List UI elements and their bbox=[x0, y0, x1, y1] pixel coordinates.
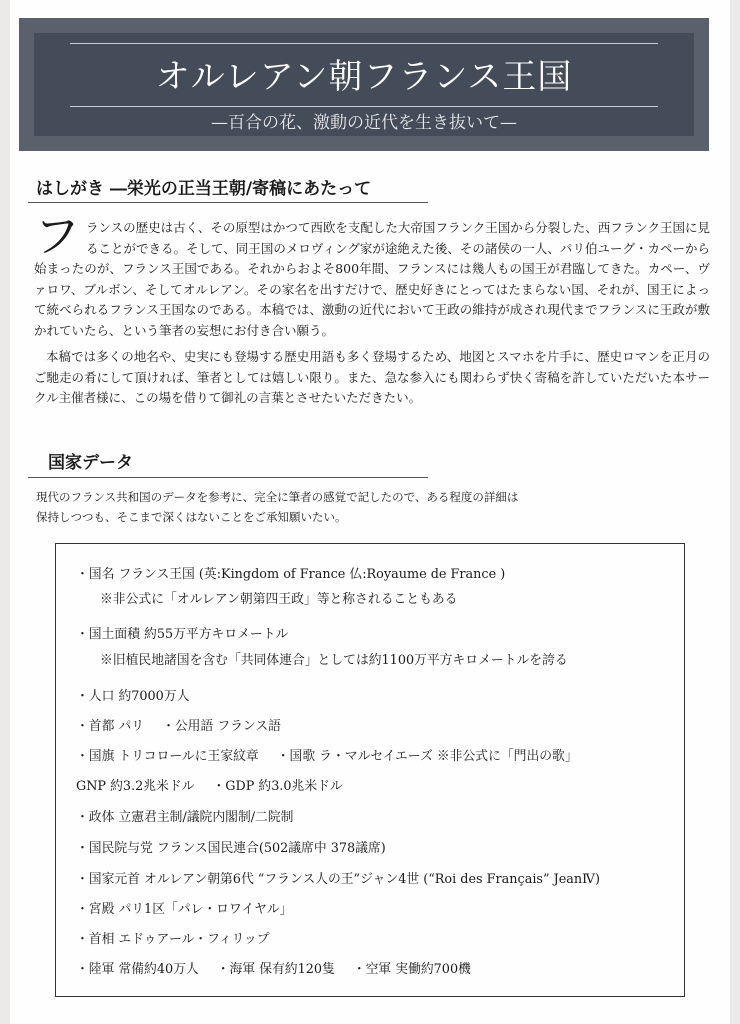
data-item-ruling-party: ・国民院与党 フランス国民連合(502議席中 378議席) bbox=[76, 841, 386, 856]
data-item-army: ・陸軍 常備約40万人 bbox=[76, 962, 199, 977]
national-data-heading-underline bbox=[28, 477, 428, 478]
title-banner bbox=[19, 18, 709, 151]
data-item-gdp: ・GDP 約3.0兆米ドル bbox=[212, 779, 343, 794]
data-item-country-name: ・国名 フランス王国 (英:Kingdom of France 仏:Royaume de France ) bbox=[76, 567, 506, 582]
national-data-intro-line2: 保持しつつも、そこまで深くはないことをご承知願いたい。 bbox=[36, 510, 347, 524]
data-item-capital-language bbox=[76, 718, 281, 736]
data-item-navy: ・海軍 保有約120隻 bbox=[216, 962, 335, 977]
preface-heading: はしがき ―栄光の正当王朝/寄稿にあたって bbox=[36, 179, 372, 199]
data-item-area: ・国土面積 約55万平方キロメートル bbox=[76, 627, 289, 642]
data-item-flag: ・国旗 トリコロールに王家紋章 bbox=[76, 749, 259, 764]
data-item-population: ・人口 約7000万人 bbox=[76, 689, 190, 704]
banner-rule-top bbox=[70, 43, 658, 44]
preface-body bbox=[34, 209, 710, 409]
data-item-area-note: ※旧植民地諸国を含む「共同体連合」としては約1100万平方キロメートルを誇る bbox=[100, 653, 568, 668]
page-subtitle: —百合の花、激動の近代を生き抜いて— bbox=[211, 113, 517, 133]
data-item-country-name-note: ※非公式に「オルレアン朝第四王政」等と称されることもある bbox=[100, 592, 458, 607]
preface-paragraph-1 bbox=[34, 209, 710, 341]
data-item-gnp: GNP 約3.2兆米ドル bbox=[76, 779, 195, 794]
banner-rule-bottom bbox=[70, 106, 658, 107]
data-item-air-force: ・空軍 実働約700機 bbox=[352, 962, 471, 977]
data-item-anthem: ・国歌 ラ・マルセイエーズ ※非公式に「門出の歌」 bbox=[276, 749, 578, 764]
data-item-language: ・公用語 フランス語 bbox=[162, 719, 281, 734]
national-data-heading: 国家データ bbox=[48, 453, 133, 473]
dropcap: フ bbox=[34, 209, 80, 263]
national-data-intro bbox=[36, 487, 716, 527]
page-title: オルレアン朝フランス王国 bbox=[155, 57, 573, 97]
data-item-government: ・政体 立憲君主制/議院内閣制/二院制 bbox=[76, 810, 294, 825]
data-item-prime-minister: ・首相 エドゥアール・フィリップ bbox=[76, 932, 270, 947]
data-item-head-of-state: ・国家元首 オルレアン朝第6代 “フランス人の王”ジャン4世 (“Roi des Français” JeanⅣ) bbox=[76, 872, 600, 887]
data-item-flag-anthem bbox=[76, 748, 578, 766]
data-item-capital: ・首都 パリ bbox=[76, 719, 145, 734]
data-item-economy bbox=[76, 778, 343, 796]
data-item-military bbox=[76, 961, 471, 979]
data-item-palace: ・宮殿 パリ1区「パレ・ロワイヤル」 bbox=[76, 902, 293, 917]
national-data-box bbox=[55, 543, 685, 997]
title-banner-inner bbox=[34, 33, 694, 136]
preface-heading-underline bbox=[28, 202, 428, 203]
preface-paragraph-1-text: ランスの歴史は古く、その原型はかつて西欧を支配した大帝国フランク王国から分裂した、西フランク王国に見ることができる。そして、同王国のメロヴィング家が途絶えた後、その諸侯の一人、パリ伯ユーグ・カペーから始まったのが、フランス王国である。それからおよそ800年間、フランスには幾人もの国王が君臨してきた。カペー、ヴァロワ、ブルボン、そしてオルレアン。その家名を出すだけで、歴史好きにとってはたまらない国、それが、国王によって統べられるフランス王国なのである。本稿では、激動の近代において王政の維持が成され現代までフランスに王政が敷かれていたら、という筆者の妄想にお付き合い願う。 bbox=[34, 220, 710, 338]
national-data-intro-line1: 現代のフランス共和国のデータを参考に、完全に筆者の感覚で記したので、ある程度の詳細は bbox=[36, 490, 519, 504]
preface-paragraph-2: 本稿では多くの地名や、史実にも登場する歴史用語も多く登場するため、地図とスマホを片手に、歴史ロマンを正月のご馳走の肴にして頂ければ、筆者としては嬉しい限り。また、急な参入にも関わらず快く寄稿を許していただいた本サークル主催者様に、この場を借りて御礼の言葉とさせたいただきたい。 bbox=[34, 349, 710, 405]
